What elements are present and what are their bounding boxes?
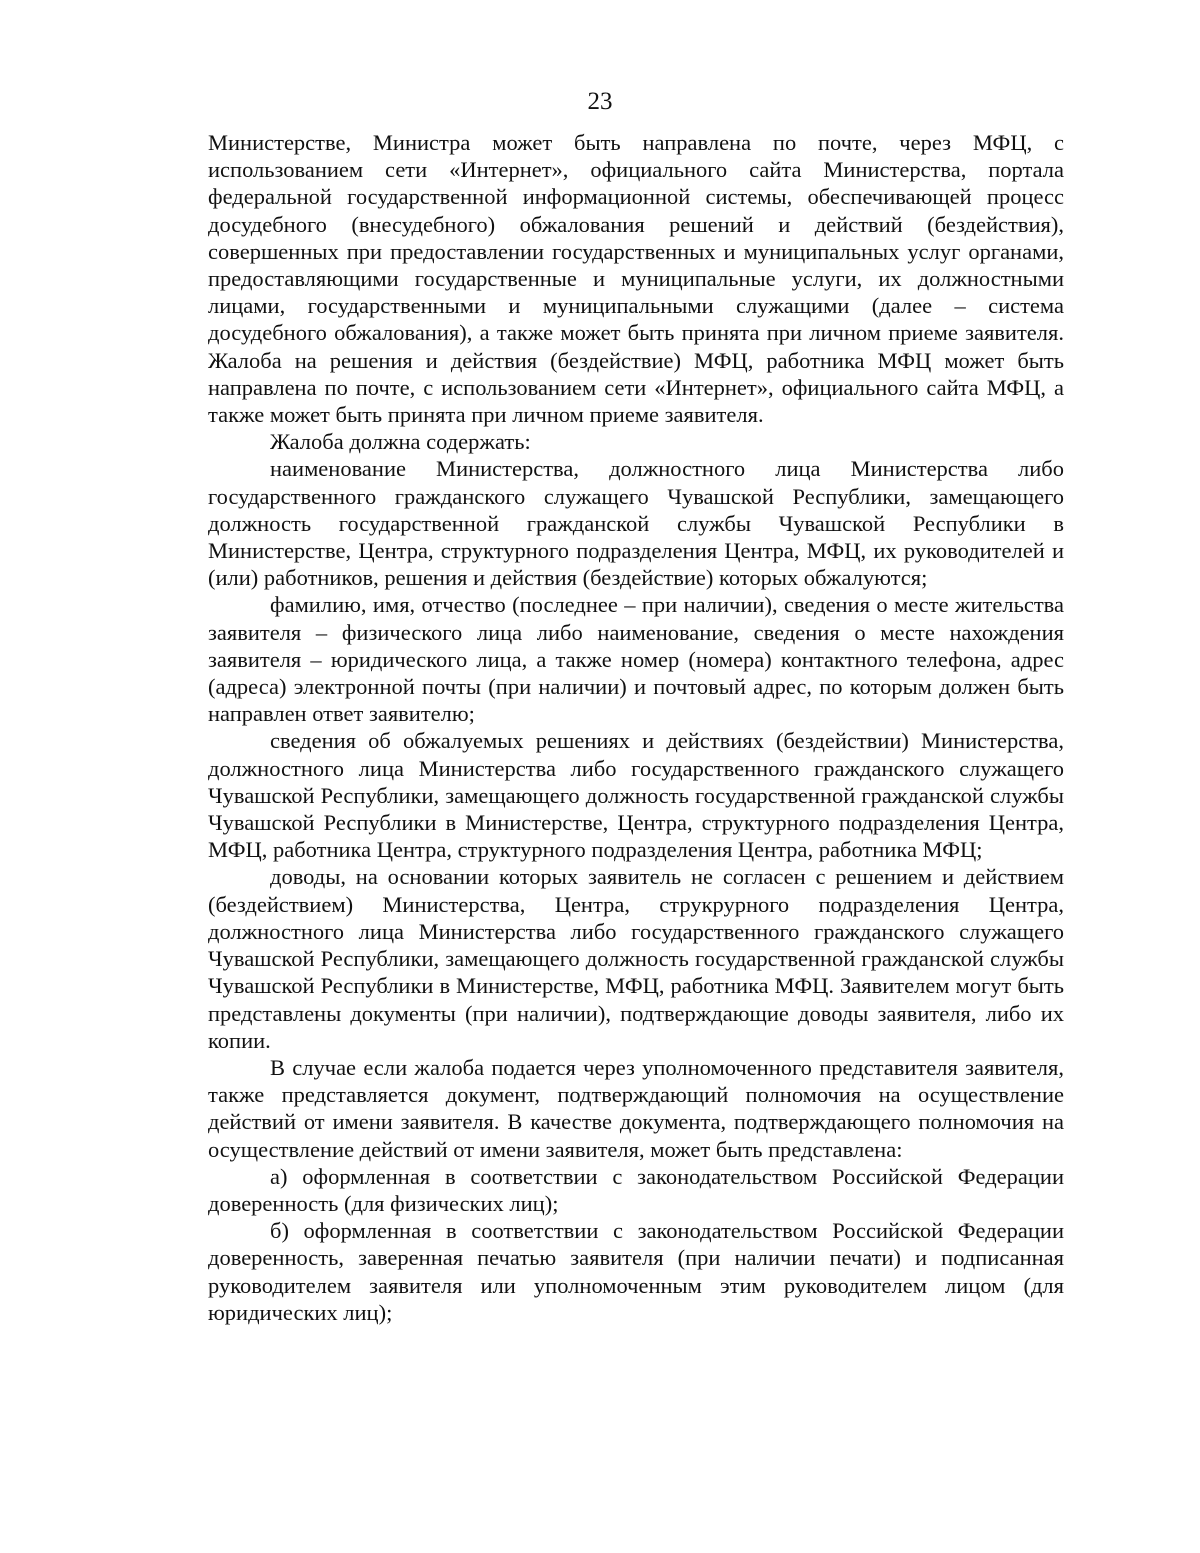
paragraph-appealed-decisions: сведения об обжалуемых решениях и действиях (бездействии) Министерства, должностного лица Министерства либо государственного гражданского служащего Чувашской Республики, замещающего должность государственной гражданской службы Чувашской Республики в Министерстве, Центра, структурного подразделения Центра, МФЦ, работника Центра, структурного подразделения Центра, работника МФЦ; <box>208 728 1064 863</box>
document-body <box>208 129 1064 1326</box>
paragraph-ministry-name: наименование Министерства, должностного лица Министерства либо государственного гражданского служащего Чувашской Республики, замещающего должность государственной гражданской службы Чувашской Республики в Министерстве, Центра, структурного подразделения Центра, МФЦ, их руководителей и (или) работников, решения и действия (бездействие) которых обжалуются; <box>208 456 1064 591</box>
paragraph-applicant-details: фамилию, имя, отчество (последнее – при наличии), сведения о месте жительства заявителя – физического лица либо наименование, сведения о месте нахождения заявителя – юридического лица, а также номер (номера) контактного телефона, адрес (адреса) электронной почты (при наличии) и почтовый адрес, по которым должен быть направлен ответ заявителю; <box>208 592 1064 727</box>
paragraph-arguments: доводы, на основании которых заявитель не согласен с решением и действием (бездействием) Министерства, Центра, струкрурного подразделения Центра, должностного лица Министерства либо государственного гражданского служащего Чувашской Республики, замещающего должность государственной гражданской службы Чувашской Республики в Министерстве, МФЦ, работника МФЦ. Заявителем могут быть представлены документы (при наличии), подтверждающие доводы заявителя, либо их копии. <box>208 864 1064 1053</box>
paragraph-complaint-contents-intro: Жалоба должна содержать: <box>270 429 531 455</box>
paragraph-continuation: Министерстве, Министра может быть направлена по почте, через МФЦ, с использованием сети «Интернет», официального сайта Министерства, портала федеральной государственной информационной системы, обеспечивающей процесс досудебного (внесудебного) обжалования решений и действий (бездействия), совершенных при предоставлении государственных и муниципальных услуг органами, предоставляющими государственные и муниципальные услуги, их должностными лицами, государственными и муниципальными служащими (далее – система досудебного обжалования), а также может быть принята при личном приеме заявителя. Жалоба на решения и действия (бездействие) МФЦ, работника МФЦ может быть направлена по почте, с использованием сети «Интернет», официального сайта МФЦ, а также может быть принята при личном приеме заявителя. <box>208 130 1064 428</box>
paragraph-item-b: б) оформленная в соответствии с законодательством Российской Федерации доверенность, заверенная печатью заявителя (при наличии печати) и подписанная руководителем заявителя или уполномоченным этим руководителем лицом (для юридических лиц); <box>208 1218 1064 1325</box>
paragraph-item-a: а) оформленная в соответствии с законодательством Российской Федерации доверенность (для физических лиц); <box>208 1163 1064 1216</box>
paragraph-representative: В случае если жалоба подается через уполномоченного представителя заявителя, также представляется документ, подтверждающий полномочия на осуществление действий от имени заявителя. В качестве документа, подтверждающего полномочия на осуществление действий от имени заявителя, может быть представлена: <box>208 1054 1064 1162</box>
page-number: 23 <box>587 88 613 115</box>
